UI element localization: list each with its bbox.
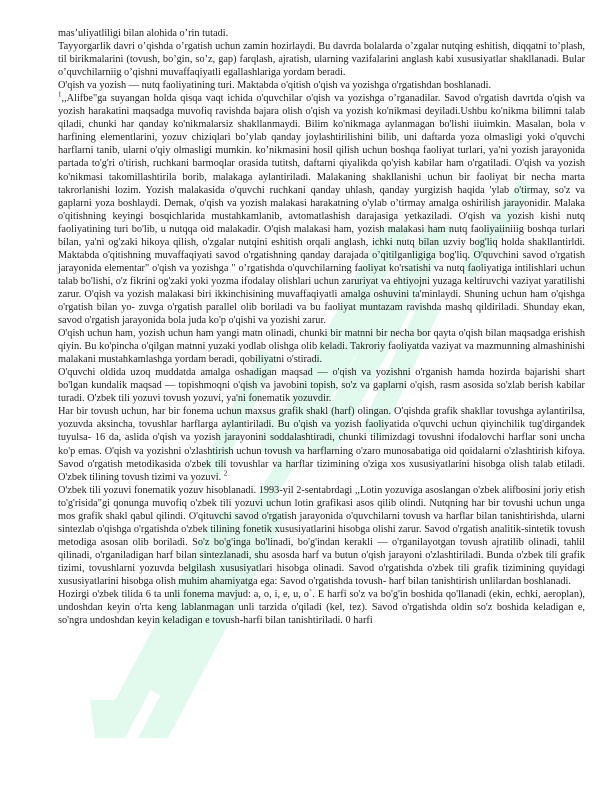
paragraph-1 [58,27,585,40]
document-body [58,27,585,627]
paragraph-5-text: O'qish uchun ham, yozish uchun ham yangi matn olinadi, chunki bir matnni bir necha bor qayta o'qish bilan maqsadga erishish qiyin. Bu ko'pincha o'qilgan matnni yuzaki yodlab olishga olib keladi. Takroriy faoliyatda vaziyat va mazmunning almashinishi malakani mustahkamlashga yordam beradi, qobiliyatni o'stiradi. [58,328,585,366]
paragraph-1-text: mas’uliyatliligi bilan alohida o’rin tutadi. [58,28,229,39]
paragraph-4-text: ,,Alifbe"ga suyangan holda qisqa vaqt ichida o'quvchilar o'qish va yozishga o’rganadilar. Savod o'rgatish davrtda o'qish va yozish harakatini maqsadga muvofiq ravishda bajara olish o'qish va yozish ko'nikmasi deyiladi.Ushbu ko'nikma bilimni talab qiladi, chunki har qanday ko'nikmalarsiz shakllanmaydi. Bilim ko'nikmaga aylanmagan bo'lishi iiuimkin. Masalan, bola v harfining elementlarini, yozuv chiziqlari bo’ylab qanday joylashtirilishini bilib, uni daftarda yoza olmasligi yoki o'quvchi harflarni tanib, ularni o'qiy olmasligi mumkin. ko’nikmasini hosil qilish uchun boshqa faoliyat turlari, ya'ni yozish jarayonida partada to'g'ri o'tirish, ruchkani barmoqlar orasida tutitsh, daftarni qiyalikda qo'yish kabilar ham o'rgatiladi. O'qish va yozish ko'nikmasi takomillashtirila borib, malakaga aylantiriladi. Malakaning shakllanishi uchun bir faoliyat bir necha marta takrorlanishi lozim. Yozish malakasida o'quvchi ruchkani qanday uhlash, qanday yurgizish haqida 'ylab o'tirmay, so'z va gaplarni yoza boshlaydi. Demak, o'qish va yozish malakasi harakatning o'ylab o’tirmay amalga oshirilish jarayonidir. Malaka o'qitishning keyingi bosqichlarida mustahkamlanib, avtomatlashish darajasiga yetkaziladi. O'qish va yozish kishi nutq faoliyatining turi bo'lib, u nutqqa oid malakadir. O'qish malakasi ham, yozish malakasi ham nutq faoliyaiiniiig boshqa turlari bilan, ya'ni og'zaki hikoya qilish, o'zgalar nutqini eshitish orqali anglash, ichki nutq bilan uzviy bog'liq holda shakllantirldi. Maktabda o'qitishning muvaffaqiyati savod o'rgatishning qanday darajada o’qitilganligiga bog'liq. O'quvchini savod o'rgatish jarayonida elementar" o'qish va yozishga " o’rgatishda o'quvchilarning faoliyat ko'rsatishi va nutq faoliyatiga intilishlari uchun talab bo'lishi, o'z fikrini og'zaki yoki yozma ifodalay olishlari uchun zaruriyat va ehtiyojni yuzaga keltiruvchi vaziyat yaratilishi zarur. O'qish va yozish malakasi biri ikkinchisining muvaffaqiyatli amalga oshuvini ta'minlaydi. Shuning uchun ham o'qishga o'rgatish bilan yo- zuvga o'rgatish parallel olib boriladi va bu faoliyat muntazam ravishda mashq qildiriladi. Shunday ekan, savod o'rgatish jarayonida bola juda ko'p o'qishi va yozishi zarur. [58,93,585,327]
paragraph-8-text: O'zbek tili yozuvi fonematik yozuv hisoblanadi. 1993-yil 2-sentabrdagi ,,Lotin yozuviga asoslangan o'zbek alifbosini joriy etish to'g'risida"gi qonunga muvofiq o'zbek tili yozuvi uchun lotin grafikasi asos qilib olindi. Nutqning har bir tovushi uchun unga mos grafik shakl qabul qilindi. O'qituvchi savod o'rgatish jarayonida o'quvchilarni tovush va harflar bilan tanishtirishda, ularni sintezlab o'qishga o'rgatishda o'zbek tilining fonetik xususiyatlarini hisobga olishi zarur. Savod o'rgatish analitik-sintetik tovush metodiga asosan olib boriladi. So'z bo'g'inga bo'linadi, bo'g'indan kerakli — o'rganilayotgan tovush ajratilib olinadi, tahlil qilinadi, o'rganiladigan harf bilan sintezlanadi, shu asosda harf va butun o'qish jarayoni o'zlashtiriladi. Bunda o'zbek tili grafik tizimi, tovushlarni yozuvda belgilash xususiyatlari hisobga olinadi. Savod o'rgatishda o'zbek tili grafik tizimining quyidagi xususiyatlarini hisobga olish muhim ahamiyatga ega: Savod o'rgatishda tovush- harf bilan tanishtirish unlilardan boshlanadi. [58,484,585,587]
paragraph-3 [58,79,585,92]
paragraph-8 [58,484,585,588]
paragraph-7-text: Har bir tovush uchun, har bir fonema uchun maxsus grafik shakl (harf) olingan. O'qishda grafik shakllar tovushga aylantirilsa, yozuvda aksincha, tovushlar harflarga aylantiriladi. Bu o'qish va yozish faoliyatida o'quvchi uchun qiyinchilik tug'dirgandek tuyulsa- 16 da, aslida o'qish va yozish jarayonini soddalashtiradi, chunki tilimizdagi tovushni ifodalovchi harflar soni uncha ko'p emas. O'qish va yozishni o'zlashtirish uchun tovush va harflarning o'zaro munosabatiga oid qoidalarni o'zlashtirish kifoya. Savod o'rgatish metodikasida o'zbek tili tovushlar va harflar tizimining o'ziga xos xususiyatlarini hisobga olish talab etiladi. O'zbek tilining tovush tizimi va yozuvi. [58,406,585,483]
paragraph-2 [58,40,585,79]
paragraph-9-text: Hozirgi o'zbek tilida 6 ta unli fonema mavjud: a, o, i, e, u, o`. E harfi so'z va bo'g'in boshida qo'llanadi (ekin, echki, aeroplan), undoshdan keyin o'rta keng lablanmagan unli tarzida o'qiladi (kel, tez). Savod o'rgatishda oldin so'z boshida keladigan e, so'ngra undoshdan keyin keladigan e tovush-harfi bilan tanishtiriladi. 0 harfi [58,589,585,627]
paragraph-6-text: O'quvchi oldida uzoq muddatda amalga oshadigan maqsad — o'qish va yozishni o'rganish hamda hozirda bajarishi shart bo'lgan kundalik maqsad — topishmoqni o'qish va javobini topish, so'z va gaplarni o'qish, rasm asosida so'zlab berish kabilar turadi. O'zbek tili yozuvi tovush yozuvi, ya'ni fonematik yozuvdir. [58,367,585,405]
paragraph-2-text: Tayyorgarlik davri o’qishda o’rgatish uchun zamin hozirlaydi. Bu davrda bolalarda o’zgalar nutqing eshitish, diqqatni to’plash, til birikmalarini (tovush, bo’gin, so’z, gap) farqlash, ajratish, ularning vazifalarini anglash kabi xususiyatlar shakllanadi. Bular o’quvchilarniig o’qishni muvaffaqiyatli egallashlariga yordam beradi. [58,41,585,79]
paragraph-5 [58,327,585,366]
paragraph-4 [58,92,585,327]
footnote-marker-1: 1 [58,90,62,99]
paragraph-3-text: O'qish va yozish — nutq faoliyatining turi. Maktabda o'qitish o'qish va yozishga o'rgatishdan boshlanadi. [58,80,492,92]
footnote-marker-2: 2 [223,469,228,478]
paragraph-6 [58,366,585,405]
paragraph-7 [58,405,585,483]
paragraph-9 [58,588,585,627]
